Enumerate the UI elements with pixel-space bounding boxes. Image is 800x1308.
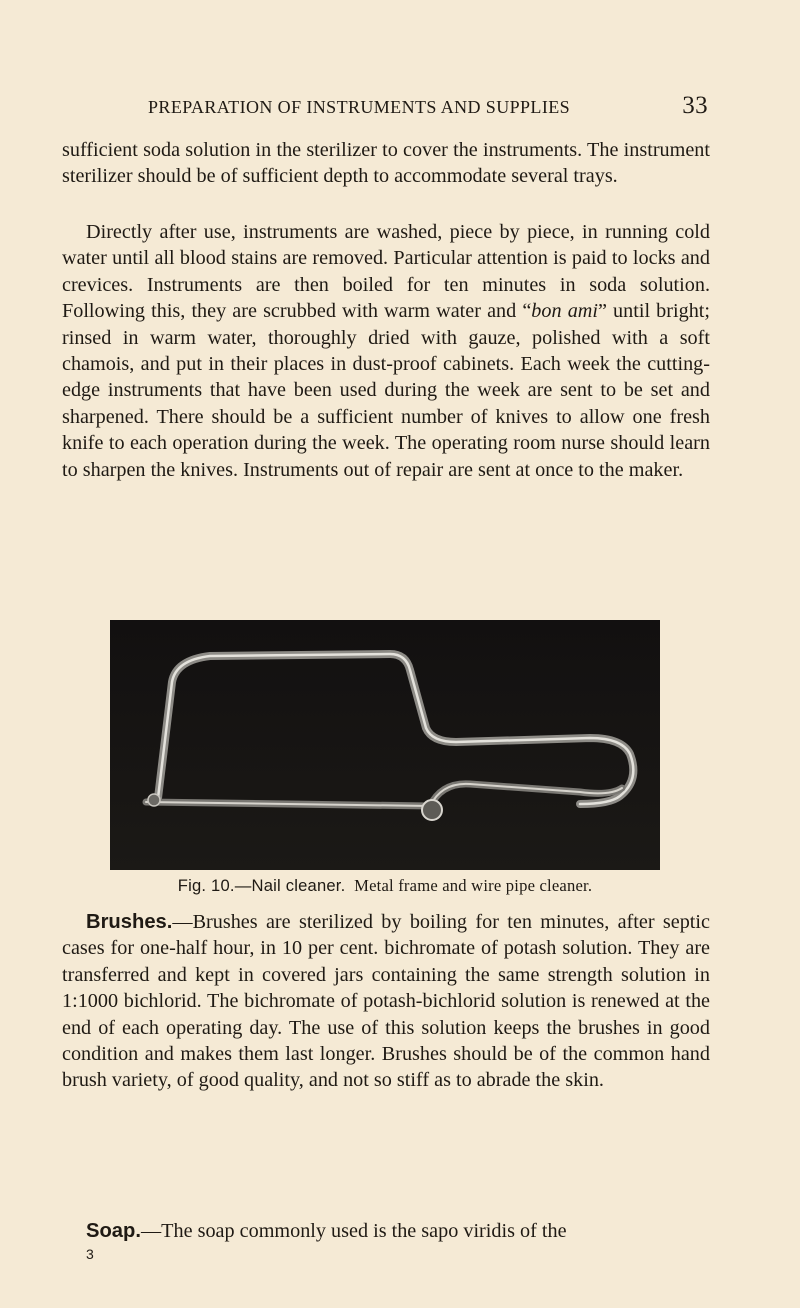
- paragraph-instrument-care-text-2: ” until bright; rinsed in warm water, thoroughly dried with gauze, polished with a soft chamois, and put in their places in dust-proof cabinets. Each week the cutting-edge instruments that have been used during the week are sent to be set and sharpened. There should be a sufficient number of knives to allow one fresh knife to each operation during the week. The operating room nurse should learn to sharpen the knives. Instruments out of repair are sent at once to the maker.: [62, 300, 711, 481]
- paragraph-instrument-care: [62, 219, 710, 483]
- paragraph-soap: [62, 1218, 710, 1244]
- running-header: [148, 92, 708, 120]
- figure-caption-label: Fig. 10.—Nail cleaner.: [177, 876, 346, 895]
- paragraph-brushes: [62, 909, 710, 1094]
- bon-ami-term: bon ami: [531, 300, 598, 323]
- figure-caption: [110, 876, 660, 896]
- screw-knob: [422, 800, 442, 820]
- figure-caption-text: Metal frame and wire pipe cleaner.: [354, 876, 593, 895]
- signature-mark: 3: [86, 1246, 94, 1262]
- running-title: PREPARATION OF INSTRUMENTS AND SUPPLIES: [148, 97, 571, 117]
- paragraph-instrument-care-text-1: Directly after use, instruments are washed, piece by piece, in running cold water until all blood stains are removed. Particular attention is paid to locks and crevices. Instruments are then boiled for ten minutes in soda solution. Following this, they are scrubbed with warm water and “: [62, 221, 710, 323]
- brushes-text: —Brushes are sterilized by boiling for ten minutes, after septic cases for one-half hour, in 10 per cent. bichromate of potash solution. They are transferred and kept in covered jars containing the same strength solution in 1:1000 bichlorid. The bichromate of potash-bichlorid solution is renewed at the end of each operating day. The use of this solution keeps the brushes in good condition and makes them last longer. Brushes should be of the common hand brush variety, of good quality, and not so stiff as to abrade the skin.: [62, 911, 710, 1092]
- page-number: 33: [682, 92, 708, 119]
- soap-heading: Soap.: [86, 1220, 141, 1242]
- brushes-heading: Brushes.: [86, 911, 173, 933]
- soap-text: —The soap commonly used is the sapo viridis of the: [140, 1220, 567, 1242]
- paragraph-sterilizer: sufficient soda solution in the sterilizer to cover the instruments. The instrument sterilizer should be of sufficient depth to accommodate several trays.: [62, 139, 710, 188]
- figure-nail-cleaner-photo: [110, 620, 660, 870]
